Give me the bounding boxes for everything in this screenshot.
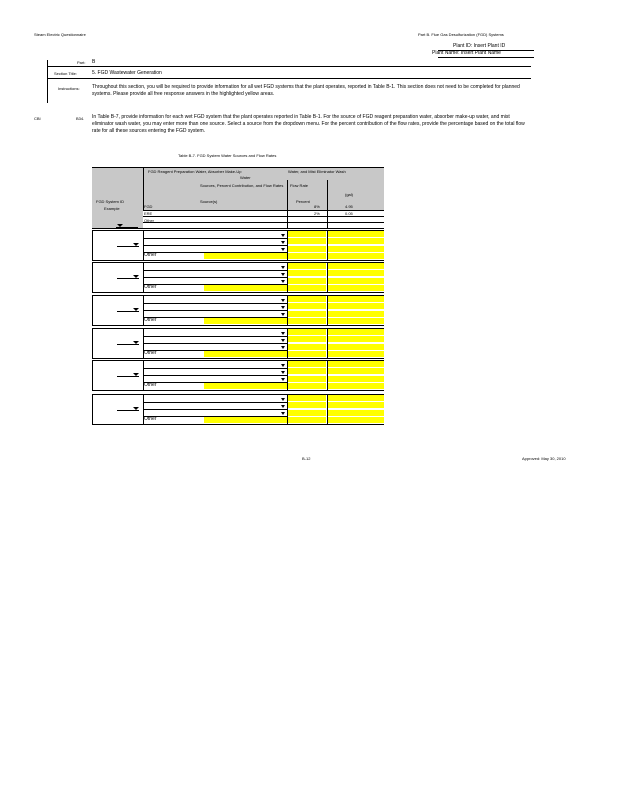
- other-source-input-2[interactable]: [204, 285, 287, 291]
- chevron-down-icon: [281, 339, 285, 342]
- instructions-label: Instructions:: [58, 86, 80, 91]
- left-margin-rule: [47, 60, 48, 103]
- percent-input-6-2[interactable]: [288, 402, 326, 408]
- header-flow-line1: Water, and Mist Eliminator Wash: [288, 169, 346, 174]
- fgd-id-underline: [117, 311, 139, 312]
- percent-input-2-1[interactable]: [288, 263, 326, 269]
- percent-input-3-1[interactable]: [288, 296, 326, 302]
- header-flow-rate: Flow Rate: [290, 183, 309, 188]
- table-top-border: [92, 167, 384, 168]
- flow-rate-input-4-3[interactable]: [328, 344, 384, 350]
- group-divider: [327, 394, 328, 424]
- chevron-down-icon: [281, 299, 285, 302]
- section-label: Section Title:: [54, 71, 77, 76]
- plant-name-underline: [438, 57, 534, 58]
- section-divider: [47, 78, 531, 79]
- flow-rate-input-6-3[interactable]: [328, 410, 384, 416]
- questionnaire-title: Steam Electric Questionnaire: [34, 32, 86, 37]
- source-select-5-1[interactable]: [144, 362, 286, 368]
- chevron-down-icon: [281, 306, 285, 309]
- percent-input-5-4[interactable]: [288, 383, 326, 389]
- table-title: Table B-7. FGD System Water Sources and Flow Rates: [178, 153, 277, 158]
- percent-input-5-2[interactable]: [288, 368, 326, 374]
- flow-rate-input-2-1[interactable]: [328, 263, 384, 269]
- flow-rate-input-1-3[interactable]: [328, 246, 384, 252]
- instructions-text: Throughout this section, you will be required to provide information for all wet FGD systems that the plant operates, reported in Table B-1. This section does not need to be completed for planned systems. Please provide all free response answers in the highlighted yellow areas.: [92, 84, 520, 97]
- flow-rate-input-4-2[interactable]: [328, 336, 384, 342]
- flow-rate-input-2-3[interactable]: [328, 278, 384, 284]
- chevron-down-icon: [281, 378, 285, 381]
- group-divider: [327, 262, 328, 292]
- group-bottom-border: [92, 390, 384, 391]
- header-flow-units: (gal): [345, 192, 354, 197]
- example-row3-source: Other: [144, 218, 155, 223]
- other-label: Other: [144, 317, 157, 323]
- plant-name: Plant Name: Insert Plant Name: [432, 50, 501, 56]
- group-divider: [287, 394, 288, 424]
- section-title: 5. FGD Wastewater Generation: [92, 70, 162, 76]
- fgd-id-underline: [117, 246, 139, 247]
- percent-input-6-4[interactable]: [288, 417, 326, 423]
- part-value: B: [92, 59, 96, 65]
- flow-rate-input-5-2[interactable]: [328, 368, 384, 374]
- other-source-input-3[interactable]: [204, 318, 287, 324]
- header-source-sub: Source(s): [200, 199, 218, 204]
- example-row2-flow: 0.05: [345, 211, 353, 216]
- percent-input-4-3[interactable]: [288, 344, 326, 350]
- example-row2-source: ERE: [144, 211, 153, 216]
- percent-input-1-3[interactable]: [288, 246, 326, 252]
- flow-rate-input-1-2[interactable]: [328, 238, 384, 244]
- header-percent: Percent: [296, 199, 310, 204]
- group-bottom-border: [92, 260, 384, 261]
- source-select-4-2[interactable]: [144, 337, 286, 343]
- other-source-input-1[interactable]: [204, 253, 287, 259]
- group-divider: [287, 360, 288, 390]
- other-source-input-4[interactable]: [204, 351, 287, 357]
- source-select-3-2[interactable]: [144, 304, 286, 310]
- percent-input-2-2[interactable]: [288, 270, 326, 276]
- part-title: Part B. Flue Gas Desulfurization (FGD) Systems: [418, 32, 504, 37]
- group-divider: [287, 262, 288, 292]
- source-select-6-1[interactable]: [144, 396, 286, 402]
- example-label: Example: [104, 206, 120, 211]
- group-bottom-border: [92, 424, 384, 425]
- source-select-5-2[interactable]: [144, 369, 286, 375]
- percent-input-6-1[interactable]: [288, 395, 326, 401]
- chevron-down-icon: [281, 234, 285, 237]
- flow-rate-input-3-3[interactable]: [328, 311, 384, 317]
- source-select-4-1[interactable]: [144, 330, 286, 336]
- source-select-3-3[interactable]: [144, 311, 286, 317]
- source-select-6-3[interactable]: [144, 410, 286, 416]
- example-divider-1: [287, 210, 288, 228]
- percent-input-2-3[interactable]: [288, 278, 326, 284]
- source-select-1-2[interactable]: [144, 239, 286, 245]
- percent-input-5-3[interactable]: [288, 376, 326, 382]
- flow-rate-input-3-4[interactable]: [328, 318, 384, 324]
- chevron-down-icon: [281, 266, 285, 269]
- chevron-down-icon: [281, 332, 285, 335]
- other-source-input-5[interactable]: [204, 383, 287, 389]
- chevron-down-icon: [281, 398, 285, 401]
- other-label: Other: [144, 350, 157, 356]
- chevron-down-icon: [281, 248, 285, 251]
- percent-input-1-2[interactable]: [288, 238, 326, 244]
- other-label: Other: [144, 416, 157, 422]
- percent-input-3-3[interactable]: [288, 311, 326, 317]
- question-number: B34.: [76, 116, 85, 121]
- flow-rate-input-6-4[interactable]: [328, 417, 384, 423]
- flow-rate-input-3-1[interactable]: [328, 296, 384, 302]
- flow-rate-input-5-3[interactable]: [328, 376, 384, 382]
- percent-input-4-4[interactable]: [288, 351, 326, 357]
- source-select-1-3[interactable]: [144, 246, 286, 252]
- chevron-down-icon: [281, 346, 285, 349]
- plant-id: Plant ID: Insert Plant ID: [453, 43, 506, 49]
- chevron-down-icon: [281, 412, 285, 415]
- group-divider: [327, 230, 328, 260]
- part-label: Part:: [77, 60, 86, 65]
- percent-input-2-4[interactable]: [288, 285, 326, 291]
- chevron-down-icon: [281, 371, 285, 374]
- group-bottom-border: [92, 292, 384, 293]
- header-sources-line2: Water: [240, 175, 251, 180]
- header-divider-3: [327, 180, 328, 210]
- source-select-6-2[interactable]: [144, 403, 286, 409]
- flow-rate-input-4-4[interactable]: [328, 351, 384, 357]
- group-bottom-border: [92, 358, 384, 359]
- chevron-down-icon: [281, 273, 285, 276]
- flow-rate-input-4-1[interactable]: [328, 329, 384, 335]
- source-select-1-1[interactable]: [144, 232, 286, 238]
- flow-rate-input-6-2[interactable]: [328, 402, 384, 408]
- percent-input-5-1[interactable]: [288, 361, 326, 367]
- source-select-3-1[interactable]: [144, 297, 286, 303]
- flow-rate-input-1-4[interactable]: [328, 253, 384, 259]
- chevron-down-icon: [281, 241, 285, 244]
- example-row1-flow: 4.95: [345, 204, 353, 209]
- chevron-down-icon: [281, 405, 285, 408]
- source-select-2-2[interactable]: [144, 271, 286, 277]
- part-divider: [47, 66, 531, 67]
- group-divider: [327, 328, 328, 358]
- example-row2-percent: 2%: [314, 211, 320, 216]
- fgd-id-underline: [117, 278, 139, 279]
- fgd-id-underline: [117, 410, 139, 411]
- chevron-down-icon: [281, 313, 285, 316]
- flow-rate-input-5-4[interactable]: [328, 383, 384, 389]
- fgd-id-underline: [117, 376, 139, 377]
- group-divider: [327, 295, 328, 325]
- source-select-2-1[interactable]: [144, 264, 286, 270]
- flow-rate-input-6-1[interactable]: [328, 395, 384, 401]
- page-number: B-12: [302, 456, 311, 461]
- question-text: In Table B-7, provide information for each wet FGD system that the plant operates reported in Table B-1. For the source of FGD reagent preparation water, absorber make-up water, and mist eliminator wash water, you may enter more than one source. Select a source from the dropdown menu. For the percent contribution of the flow rates, provide the percentage based on the total flow rate for all these sources entering the FGD system.: [92, 114, 525, 134]
- example-row-line-1: [143, 216, 384, 217]
- flow-rate-input-2-2[interactable]: [328, 270, 384, 276]
- other-label: Other: [144, 382, 157, 388]
- chevron-down-icon: [281, 280, 285, 283]
- percent-input-1-1[interactable]: [288, 231, 326, 237]
- header-sources-line3: Sources, Percent Contribution, and Flow Rates: [200, 183, 284, 188]
- header-fgd-id: FGD System ID: [96, 199, 125, 204]
- flow-rate-input-3-2[interactable]: [328, 303, 384, 309]
- source-select-5-3[interactable]: [144, 376, 286, 382]
- percent-input-3-2[interactable]: [288, 303, 326, 309]
- group-divider: [287, 328, 288, 358]
- percent-input-6-3[interactable]: [288, 410, 326, 416]
- other-label: Other: [144, 252, 157, 258]
- group-divider: [287, 295, 288, 325]
- fgd-id-underline: [117, 344, 139, 345]
- example-row1-source: FGD: [144, 204, 153, 209]
- percent-input-4-1[interactable]: [288, 329, 326, 335]
- percent-input-3-4[interactable]: [288, 318, 326, 324]
- example-divider-2: [327, 210, 328, 228]
- chevron-down-icon: [281, 364, 285, 367]
- group-bottom-border: [92, 325, 384, 326]
- group-divider: [327, 360, 328, 390]
- other-label: Other: [144, 284, 157, 290]
- header-sources-line1: FGD Reagent Preparation Water, Absorber Make-Up: [148, 169, 242, 174]
- cbi-marker: CBI: [34, 116, 41, 121]
- other-source-input-6[interactable]: [204, 417, 287, 423]
- example-bottom-line: [92, 228, 384, 229]
- flow-rate-input-5-1[interactable]: [328, 361, 384, 367]
- flow-rate-input-2-4[interactable]: [328, 285, 384, 291]
- percent-input-1-4[interactable]: [288, 253, 326, 259]
- example-row-line-2: [143, 222, 384, 223]
- group-divider: [287, 230, 288, 260]
- source-select-4-3[interactable]: [144, 344, 286, 350]
- header-divider-2: [287, 180, 288, 210]
- source-select-2-3[interactable]: [144, 278, 286, 284]
- approved-date: Approved: May 30, 2010: [522, 456, 566, 461]
- flow-rate-input-1-1[interactable]: [328, 231, 384, 237]
- percent-input-4-2[interactable]: [288, 336, 326, 342]
- example-row1-percent: 8%: [314, 204, 320, 209]
